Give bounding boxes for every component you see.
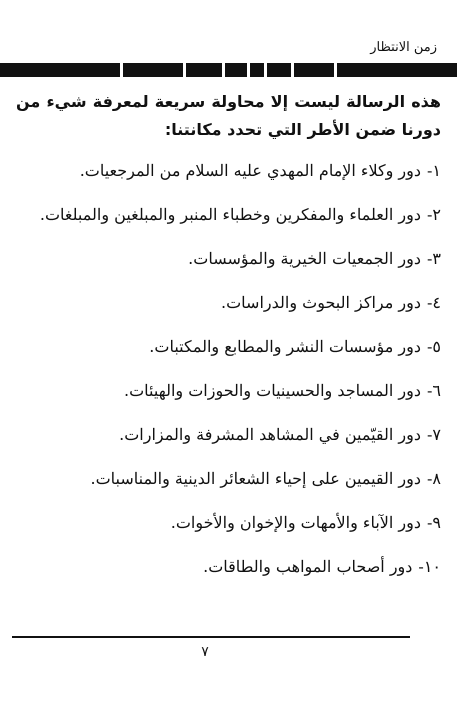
list-item: ٢-دور العلماء والمفكرين وخطباء المنبر والمبلغين والمبلغات. (39, 205, 441, 224)
header-decorative-bar (0, 63, 461, 77)
list-item: ١٠-دور أصحاب المواهب والطاقات. (203, 557, 441, 576)
list-item: ٧-دور القيّمين في المشاهد المشرفة والمزارات. (119, 425, 441, 444)
list-item: ١-دور وكلاء الإمام المهدي عليه السلام من المرجعيات. (79, 161, 441, 180)
page-number: ٧ (201, 644, 209, 660)
list-item: ٣-دور الجمعيات الخيرية والمؤسسات. (188, 249, 441, 268)
list-item: ٥-دور مؤسسات النشر والمطابع والمكتبات. (149, 337, 441, 356)
list-item: ٦-دور المساجد والحسينيات والحوزات والهيئات. (124, 381, 441, 400)
running-header-title: زمن الانتظار (370, 40, 437, 55)
intro-paragraph: هذه الرسالة ليست إلا محاولة سريعة لمعرفة شيء من دورنا ضمن الأطر التي تحدد مكانتنا: (16, 92, 441, 139)
list-item: ٨-دور القيمين على إحياء الشعائر الدينية والمناسبات. (90, 469, 441, 488)
list-item: ٤-دور مراكز البحوث والدراسات. (221, 293, 441, 312)
roles-list (16, 156, 441, 582)
page-body (16, 88, 441, 596)
footer-rule (12, 636, 410, 638)
list-item: ٩-دور الآباء والأمهات والإخوان والأخوات. (170, 513, 441, 532)
